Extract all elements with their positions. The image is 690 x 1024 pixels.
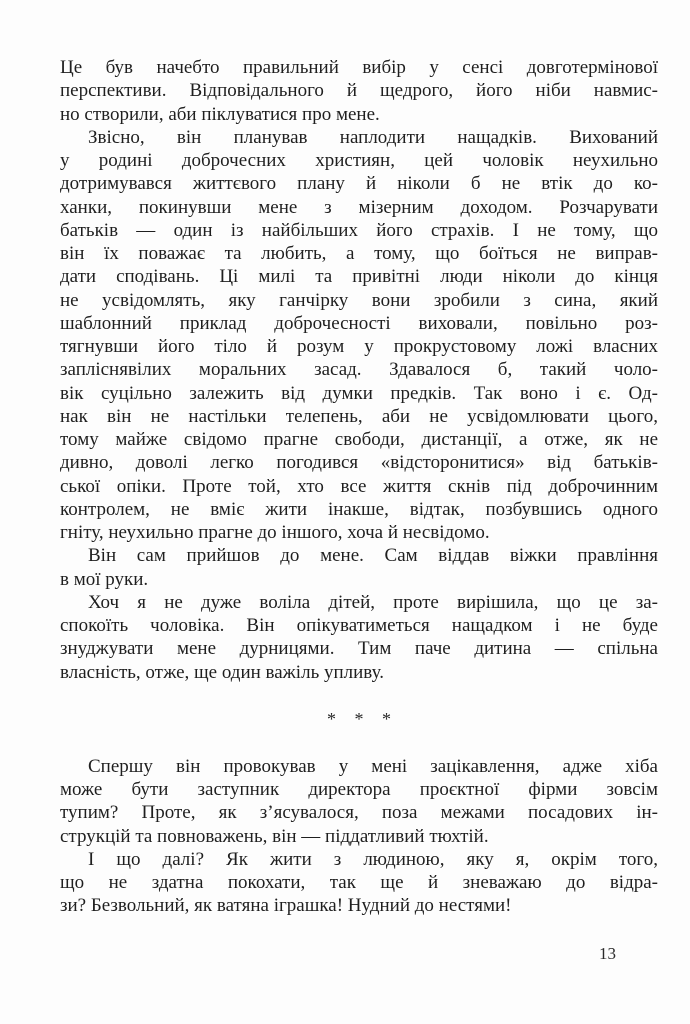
text-line: контролем, не вміє жити інакше, відтак, позбувшись одного	[60, 498, 658, 520]
text-line: дотримувався життєвого плану й ніколи б не втік до ко-	[60, 173, 658, 195]
paragraph	[60, 56, 658, 126]
paragraph	[60, 755, 658, 848]
text-line: в мої руки.	[60, 568, 149, 590]
text-line: І що далі? Як жити з людиною, яку я, окрім того,	[88, 848, 658, 870]
text-line: Спершу він провокував у мені зацікавлення, адже хіба	[88, 755, 658, 777]
text-line: тому майже свідомо прагне свободи, дистанції, а отже, як не	[60, 429, 658, 450]
text-line: Хоч я не дуже воліла дітей, проте вирішила, що це за-	[88, 591, 658, 613]
text-line: власність, отже, ще один важіль упливу.	[60, 661, 384, 683]
paragraph	[60, 126, 658, 545]
text-line: батьків — один із найбільших його страхів. І не тому, що	[60, 219, 658, 241]
text-line: може бути заступник директора проєктної фірми зовсім	[60, 779, 658, 800]
text-line: запліснявілих моральних засад. Здавалося б, такий чоло-	[60, 359, 658, 381]
text-line: ханки, покинувши мене з мізерним доходом. Розчарувати	[60, 196, 658, 218]
text-line: спокоїть чоловіка. Він опікуватиметься нащадком і не буде	[60, 615, 658, 636]
text-line: у родині доброчесних християн, цей чоловік неухильно	[60, 150, 658, 171]
text-line: Він сам прийшов до мене. Сам віддав віжки правління	[88, 545, 658, 567]
text-line: Звісно, він планував наплодити нащадків. Вихований	[88, 126, 658, 148]
text-line: но створили, аби піклуватися про мене.	[60, 103, 380, 125]
text-line: струкцій та повноважень, він — піддатливий тюхтій.	[60, 825, 489, 847]
text-line: Це був начебто правильний вибір у сенсі довготермінової	[60, 57, 658, 78]
text-line: вік суцільно залежить від думки предків. Так воно і є. Од-	[60, 382, 658, 404]
paragraph	[60, 591, 658, 684]
text-line: що не здатна покохати, так ще й зневажаю до відра-	[60, 872, 658, 893]
text-line: він їх поважає та любить, а тому, що боїться не виправ-	[60, 243, 658, 264]
paragraph	[60, 848, 658, 918]
page-number: 13	[599, 944, 616, 963]
paragraph	[60, 544, 658, 591]
text-line: перспективи. Відповідального й щедрого, його ніби навмис-	[60, 80, 658, 102]
text-line: нак він не настільки телепень, аби не усвідомлювати цього,	[60, 405, 658, 427]
text-line: не усвідомлять, яку ганчірку вони зробили з сина, який	[60, 289, 658, 311]
text-line: тягнувши його тіло й розум у прокрустовому ложі власних	[60, 336, 658, 357]
text-line: тупим? Проте, як з’ясувалося, поза межами посадових ін-	[60, 802, 658, 824]
text-line: дивно, доволі легко погодився «відсторонитися» від батьків-	[60, 452, 658, 474]
text-line: ської опіки. Проте той, хто все життя скнів під доброчинним	[60, 475, 658, 497]
text-line: гніту, неухильно прагне до іншого, хоча й несвідомо.	[60, 522, 490, 543]
section-separator: * * *	[327, 708, 398, 729]
page-text	[60, 56, 658, 918]
text-line: шаблонний приклад доброчесності виховали, повільно роз-	[60, 312, 658, 334]
text-line: дати сподівань. Ці милі та привітні люди ніколи до кінця	[60, 266, 658, 288]
text-line: зи? Безвольний, як ватяна іграшка! Нудний до нестями!	[60, 895, 512, 917]
text-line: знуджувати мене дурницями. Тим паче дитина — спільна	[60, 638, 658, 660]
